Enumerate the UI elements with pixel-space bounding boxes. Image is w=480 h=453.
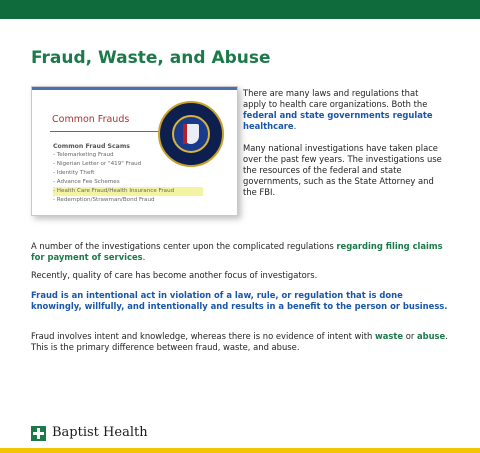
paragraph-regulations	[31, 241, 449, 263]
list-item: - Nigerian Letter or "419" Fraud	[53, 161, 142, 167]
figure-accent-bar	[32, 87, 237, 90]
paragraph-laws	[243, 88, 443, 132]
text: . This is the primary difference between fraud, waste, and abuse.	[31, 331, 448, 352]
seal-inner-ring	[172, 115, 210, 153]
highlight-governments: federal and state governments regulate healthcare	[243, 110, 433, 131]
paragraph-investigations: Many national investigations have taken place over the past few years. The investigations use the resources of the federal and state governments, such as the State Attorney and the FBI.	[243, 143, 442, 197]
list-item: - Advance Fee Schemes	[53, 179, 120, 185]
top-banner	[0, 0, 480, 19]
text: .	[142, 252, 146, 262]
figure-subheading: Common Fraud Scams	[53, 143, 130, 150]
paragraph-quality: Recently, quality of care has become another focus of investigators.	[31, 270, 318, 280]
paragraph-difference	[31, 331, 449, 353]
text: Fraud involves intent and knowledge, whereas there is no evidence of intent with	[31, 331, 375, 341]
logo-text: Baptist Health	[52, 425, 148, 440]
list-item: - Redemption/Strawman/Bond Fraud	[53, 197, 155, 203]
seal-stripe	[183, 124, 187, 144]
highlight-claims: regarding filing claims for payment of services	[31, 241, 443, 262]
figure-heading: Common Frauds	[52, 114, 130, 125]
list-item: - Telemarketing Fraud	[53, 152, 114, 158]
highlight-waste: waste	[374, 331, 404, 341]
bottom-banner	[0, 448, 480, 453]
highlight-abuse: abuse	[416, 331, 446, 341]
paragraph-fraud-definition: Fraud is an intentional act in violation of a law, rule, or regulation that is done knowingly, willfully, and intentionally and results in a benefit to the person or business.	[31, 290, 448, 311]
list-item-highlighted: - Health Care Fraud/Health Insurance Fraud	[53, 187, 203, 196]
text: or	[403, 331, 417, 341]
text: .	[293, 121, 297, 131]
baptist-cross-icon	[31, 426, 46, 441]
common-frauds-figure	[31, 86, 238, 216]
figure-heading-underline	[50, 131, 170, 132]
page-title: Fraud, Waste, and Abuse	[31, 48, 271, 68]
text: There are many laws and regulations that apply to health care organizations. Both the	[243, 88, 428, 109]
fbi-seal-icon	[158, 101, 224, 167]
text: A number of the investigations center upon the complicated regulations	[31, 241, 337, 251]
list-item: - Identity Theft	[53, 170, 95, 176]
